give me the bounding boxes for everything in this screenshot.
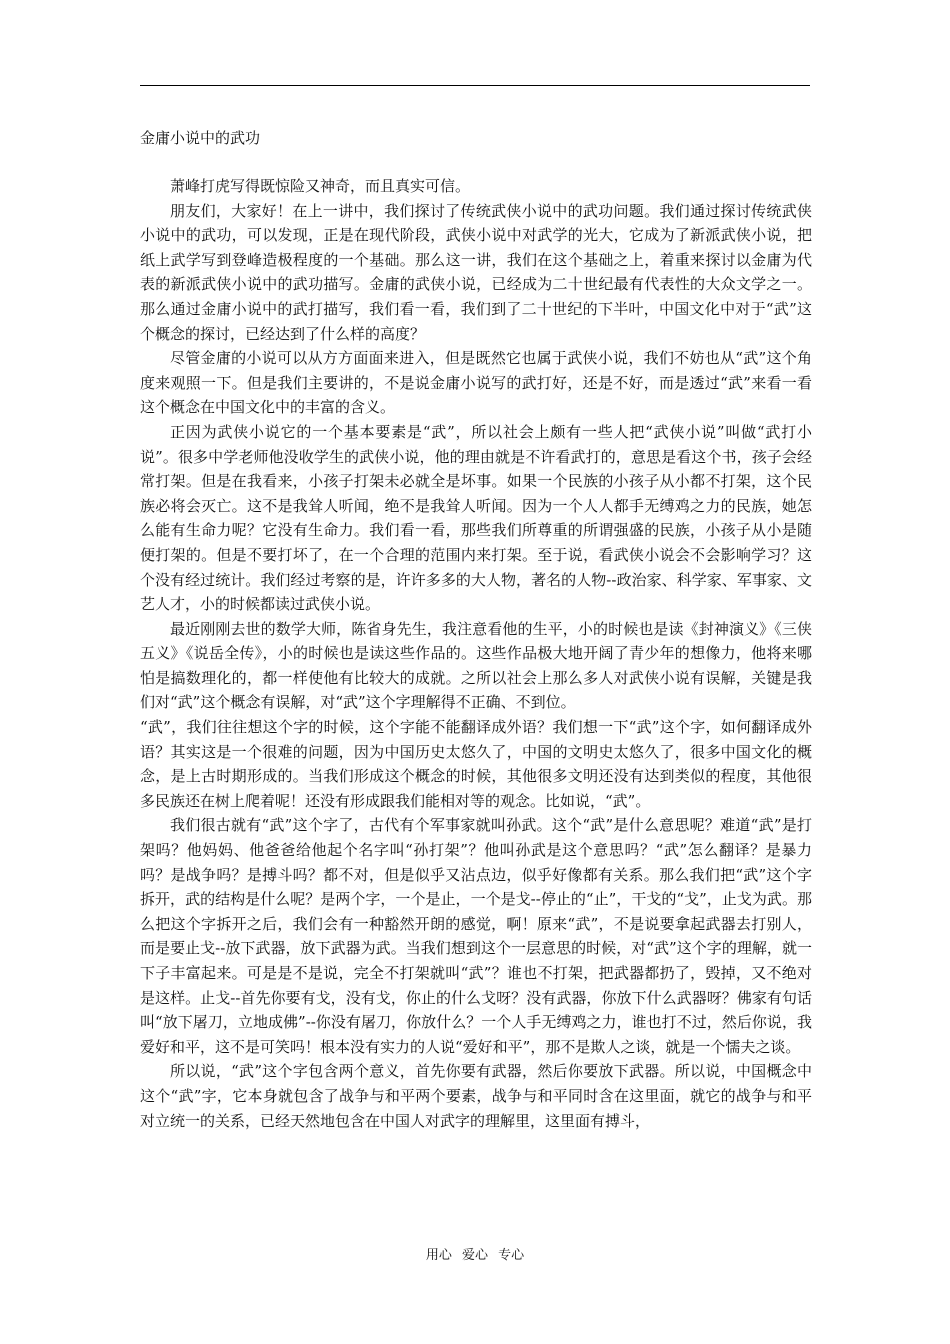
paragraph: 最近刚刚去世的数学大师，陈省身先生，我注意看他的生平，小的时候也是读《封神演义》《三侠五义》《说岳全传》，小的时候也是读这些作品的。这些作品极大地开阔了青少年的想像力，他将来哪怕是搞数理化的，都一样使他有比较大的成就。之所以社会上那么多人对武侠小说有误解，关键是我们对“武”这个概念有误解，对“武”这个字理解得不正确、不到位。 xyxy=(140,619,812,712)
page-footer: 用心 爱心 专心 xyxy=(425,1248,525,1263)
paragraph: 我们很古就有“武”这个字了，古代有个军事家就叫孙武。这个“武”是什么意思呢？难道“武”是打架吗？他妈妈、他爸爸给他起个名字叫“孙打架”？他叫孙武是这个意思吗？“武”怎么翻译？是暴力吗？是战争吗？是搏斗吗？都不对，但是似乎又沾点边，似乎好像都有关系。那么我们把“武”这个字拆开，武的结构是什么呢？是两个字，一个是止，一个是戈--停止的“止”，干戈的“戈”，止戈为武。那么把这个字拆开之后，我们会有一种豁然开朗的感觉，啊！原来“武”，不是说要拿起武器去打别人，而是要止戈--放下武器，放下武器为武。当我们想到这个一层意思的时候，对“武”这个字的理解，就一下子丰富起来。可是是不是说，完全不打架就叫“武”？谁也不打架，把武器都扔了，毁掉，又不绝对是这样。止戈--首先你要有戈，没有戈，你止的什么戈呀？没有武器，你放下什么武器呀？佛家有句话叫“放下屠刀，立地成佛”--你没有屠刀，你放什么？一个人手无缚鸡之力，谁也打不过，然后你说，我爱好和平，这不是可笑吗！根本没有实力的人说“爱好和平”，那不是欺人之谈，就是一个懦夫之谈。 xyxy=(140,816,812,1056)
document-title: 金庸小说中的武功 xyxy=(140,129,261,147)
header-rule xyxy=(140,85,810,86)
paragraph: 所以说，“武”这个字包含两个意义，首先你要有武器，然后你要放下武器。所以说，中国概念中这个“武”字，它本身就包含了战争与和平两个要素，战争与和平同时含在这里面，就它的战争与和平对立统一的关系，已经天然地包含在中国人对武字的理解里，这里面有搏斗， xyxy=(140,1062,812,1130)
paragraph: 萧峰打虎写得既惊险又神奇，而且真实可信。 xyxy=(170,177,471,195)
paragraph: 朋友们，大家好！在上一讲中，我们探讨了传统武侠小说中的武功问题。我们通过探讨传统武侠小说中的武功，可以发现，正是在现代阶段，武侠小说中对武学的光大，它成为了新派武侠小说，把纸上武学写到登峰造极程度的一个基础。那么这一讲，我们在这个基础之上，着重来探讨以金庸为代表的新派武侠小说中的武功描写。金庸的武侠小说，已经成为二十世纪最有代表性的大众文学之一。那么通过金庸小说中的武打描写，我们看一看，我们到了二十世纪的下半叶，中国文化中对于“武”这个概念的探讨，已经达到了什么样的高度？ xyxy=(140,201,812,343)
document-body xyxy=(140,174,812,1133)
paragraph: 尽管金庸的小说可以从方方面面来进入，但是既然它也属于武侠小说，我们不妨也从“武”这个角度来观照一下。但是我们主要讲的，不是说金庸小说写的武打好，还是不好，而是透过“武”来看一看这个概念在中国文化中的丰富的含义。 xyxy=(140,349,812,417)
paragraph: “武”，我们往往想这个字的时候，这个字能不能翻译成外语？我们想一下“武”这个字，如何翻译成外语？其实这是一个很难的问题，因为中国历史太悠久了，中国的文明史太悠久了，很多中国文化的概念，是上古时期形成的。当我们形成这个概念的时候，其他很多文明还没有达到类似的程度，其他很多民族还在树上爬着呢！还没有形成跟我们能相对等的观念。比如说，“武”。 xyxy=(140,718,812,810)
paragraph: 正因为武侠小说它的一个基本要素是“武”，所以社会上颇有一些人把“武侠小说”叫做“武打小说”。很多中学老师他没收学生的武侠小说，他的理由就是不许看武打的，意思是看这个书，孩子会经常打架。但是在我看来，小孩子打架未必就全是坏事。如果一个民族的小孩子从小都不打架，这个民族必将会灭亡。这不是我耸人听闻，绝不是我耸人听闻。因为一个人人都手无缚鸡之力的民族，她怎么能有生命力呢？它没有生命力。我们看一看，那些我们所尊重的所谓强盛的民族，小孩子从小是随便打架的。但是不要打坏了，在一个合理的范围内来打架。至于说，看武侠小说会不会影响学习？这个没有经过统计。我们经过考察的是，许许多多的大人物，著名的人物--政治家、科学家、军事家、文艺人才，小的时候都读过武侠小说。 xyxy=(140,422,812,614)
